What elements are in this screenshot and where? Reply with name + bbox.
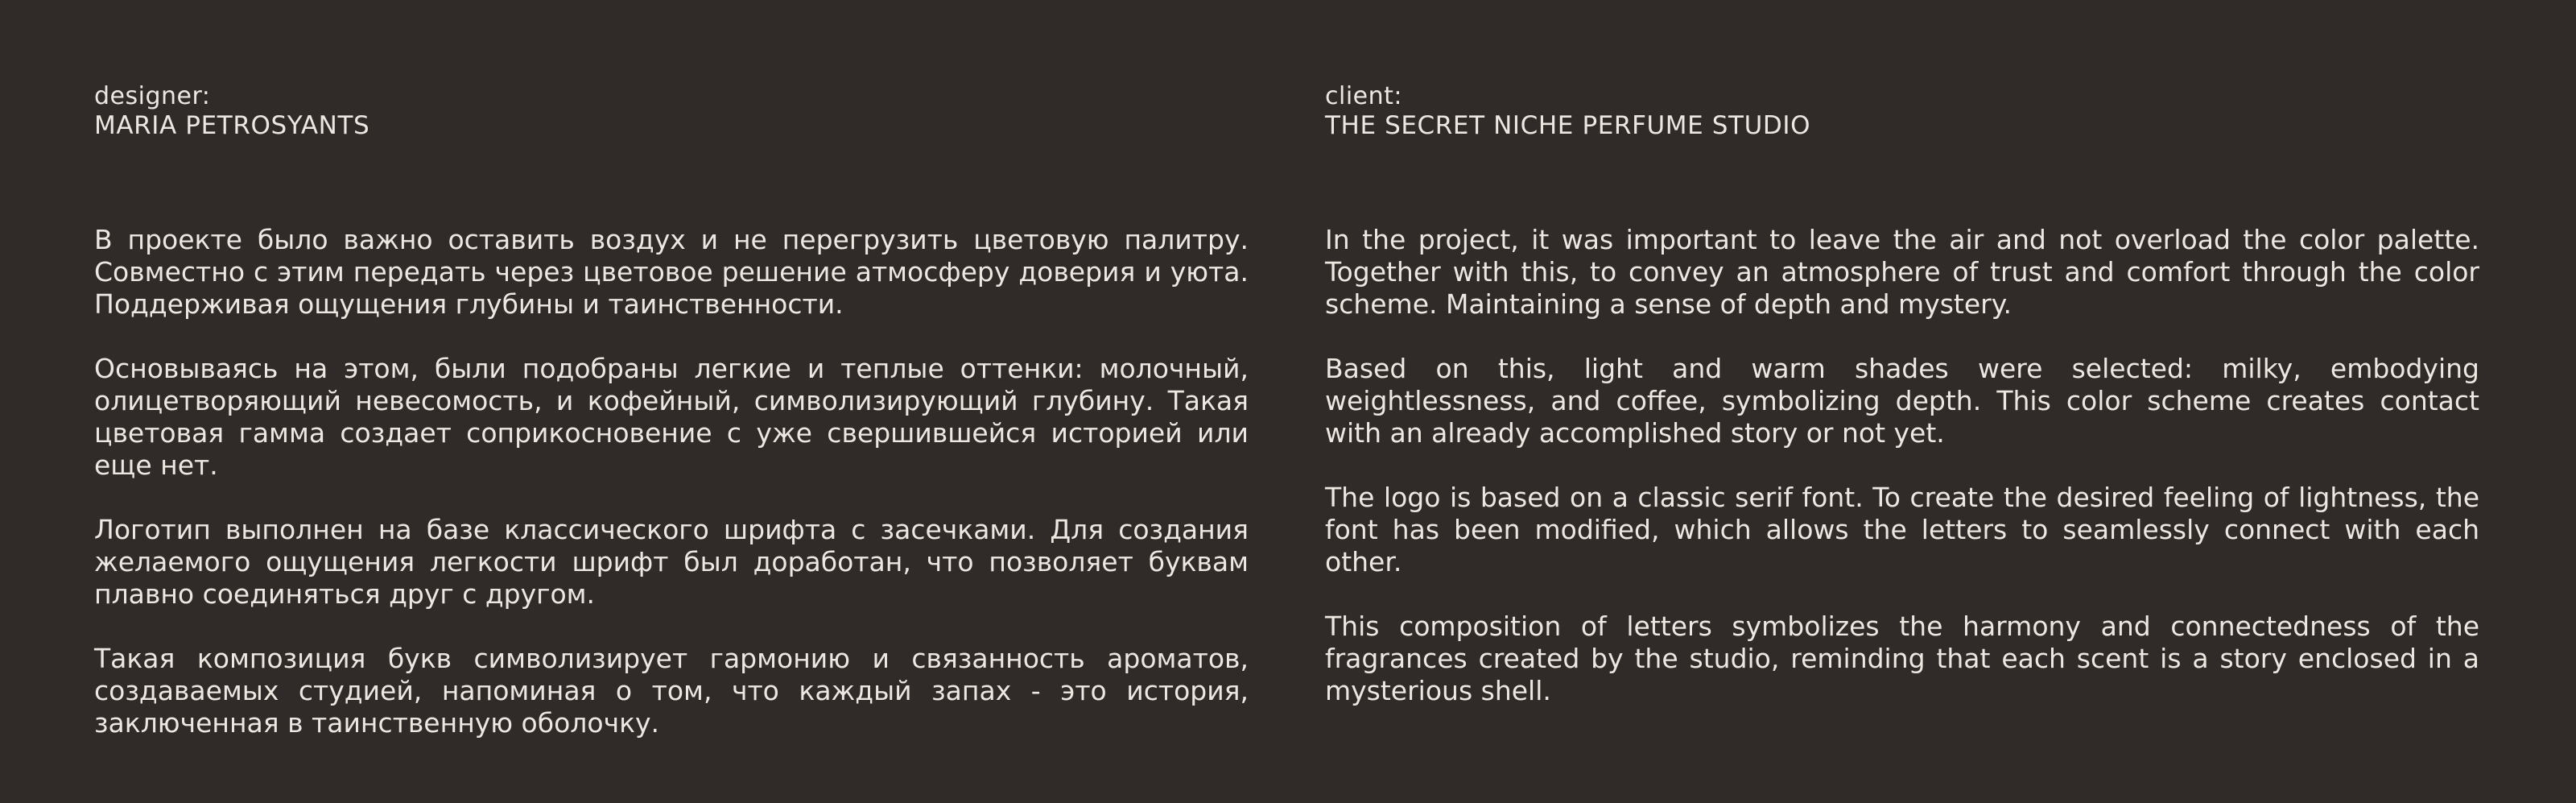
client-column xyxy=(1325,82,2479,707)
designer-name: MARIA PETROSYANTS xyxy=(94,111,370,140)
ru-paragraph-1: В проекте было важно оставить воздух и не перегрузить цветовую палитру. Совместно с этим передать через цветовое решение атмосферу доверия и уюта. Поддерживая ощущения глубины и таинственности. xyxy=(94,224,1249,320)
en-paragraph-1: In the project, it was important to leave the air and not overload the color palette. Together with this, to convey an atmosphere of trust and comfort through the color scheme. Maintaining a sense of depth and mystery. xyxy=(1325,224,2479,320)
client-credit xyxy=(1325,82,2479,140)
russian-description xyxy=(94,224,1249,739)
en-paragraph-3: The logo is based on a classic serif font. To create the desired feeling of lightness, the font has been modified, which allows the letters to seamlessly connect with each other. xyxy=(1325,482,2479,577)
client-label: client: xyxy=(1325,82,1403,110)
designer-column xyxy=(94,82,1249,739)
designer-credit xyxy=(94,82,1249,140)
ru-paragraph-3: Логотип выполнен на базе классического шрифта с засечками. Для создания желаемого ощущения легкости шрифт был доработан, что позволяет буквам плавно соединяться друг с другом. xyxy=(94,514,1249,610)
client-name: THE SECRET NICHE PERFUME STUDIO xyxy=(1325,111,1811,140)
designer-label: designer: xyxy=(94,82,211,110)
en-paragraph-4: This composition of letters symbolizes the harmony and connectedness of the fragrances created by the studio, reminding that each scent is a story enclosed in a mysterious shell. xyxy=(1325,611,2479,706)
english-description xyxy=(1325,224,2479,707)
ru-paragraph-4: Такая композиция букв символизирует гармонию и связанность ароматов, создаваемых студией, напоминая о том, что каждый запах - это история, заключенная в таинственную оболочку. xyxy=(94,643,1249,739)
ru-paragraph-2: Основываясь на этом, были подобраны легкие и теплые оттенки: молочный, олицетворяющий невесомость, и кофейный, символизирующий глубину. Такая цветовая гамма создает соприкосновение с уже свершившейся историей или еще нет. xyxy=(94,353,1249,481)
en-paragraph-2: Based on this, light and warm shades were selected: milky, embodying weightlessness, and coffee, symbolizing depth. This color scheme creates contact with an already accomplished story or not yet. xyxy=(1325,353,2479,449)
